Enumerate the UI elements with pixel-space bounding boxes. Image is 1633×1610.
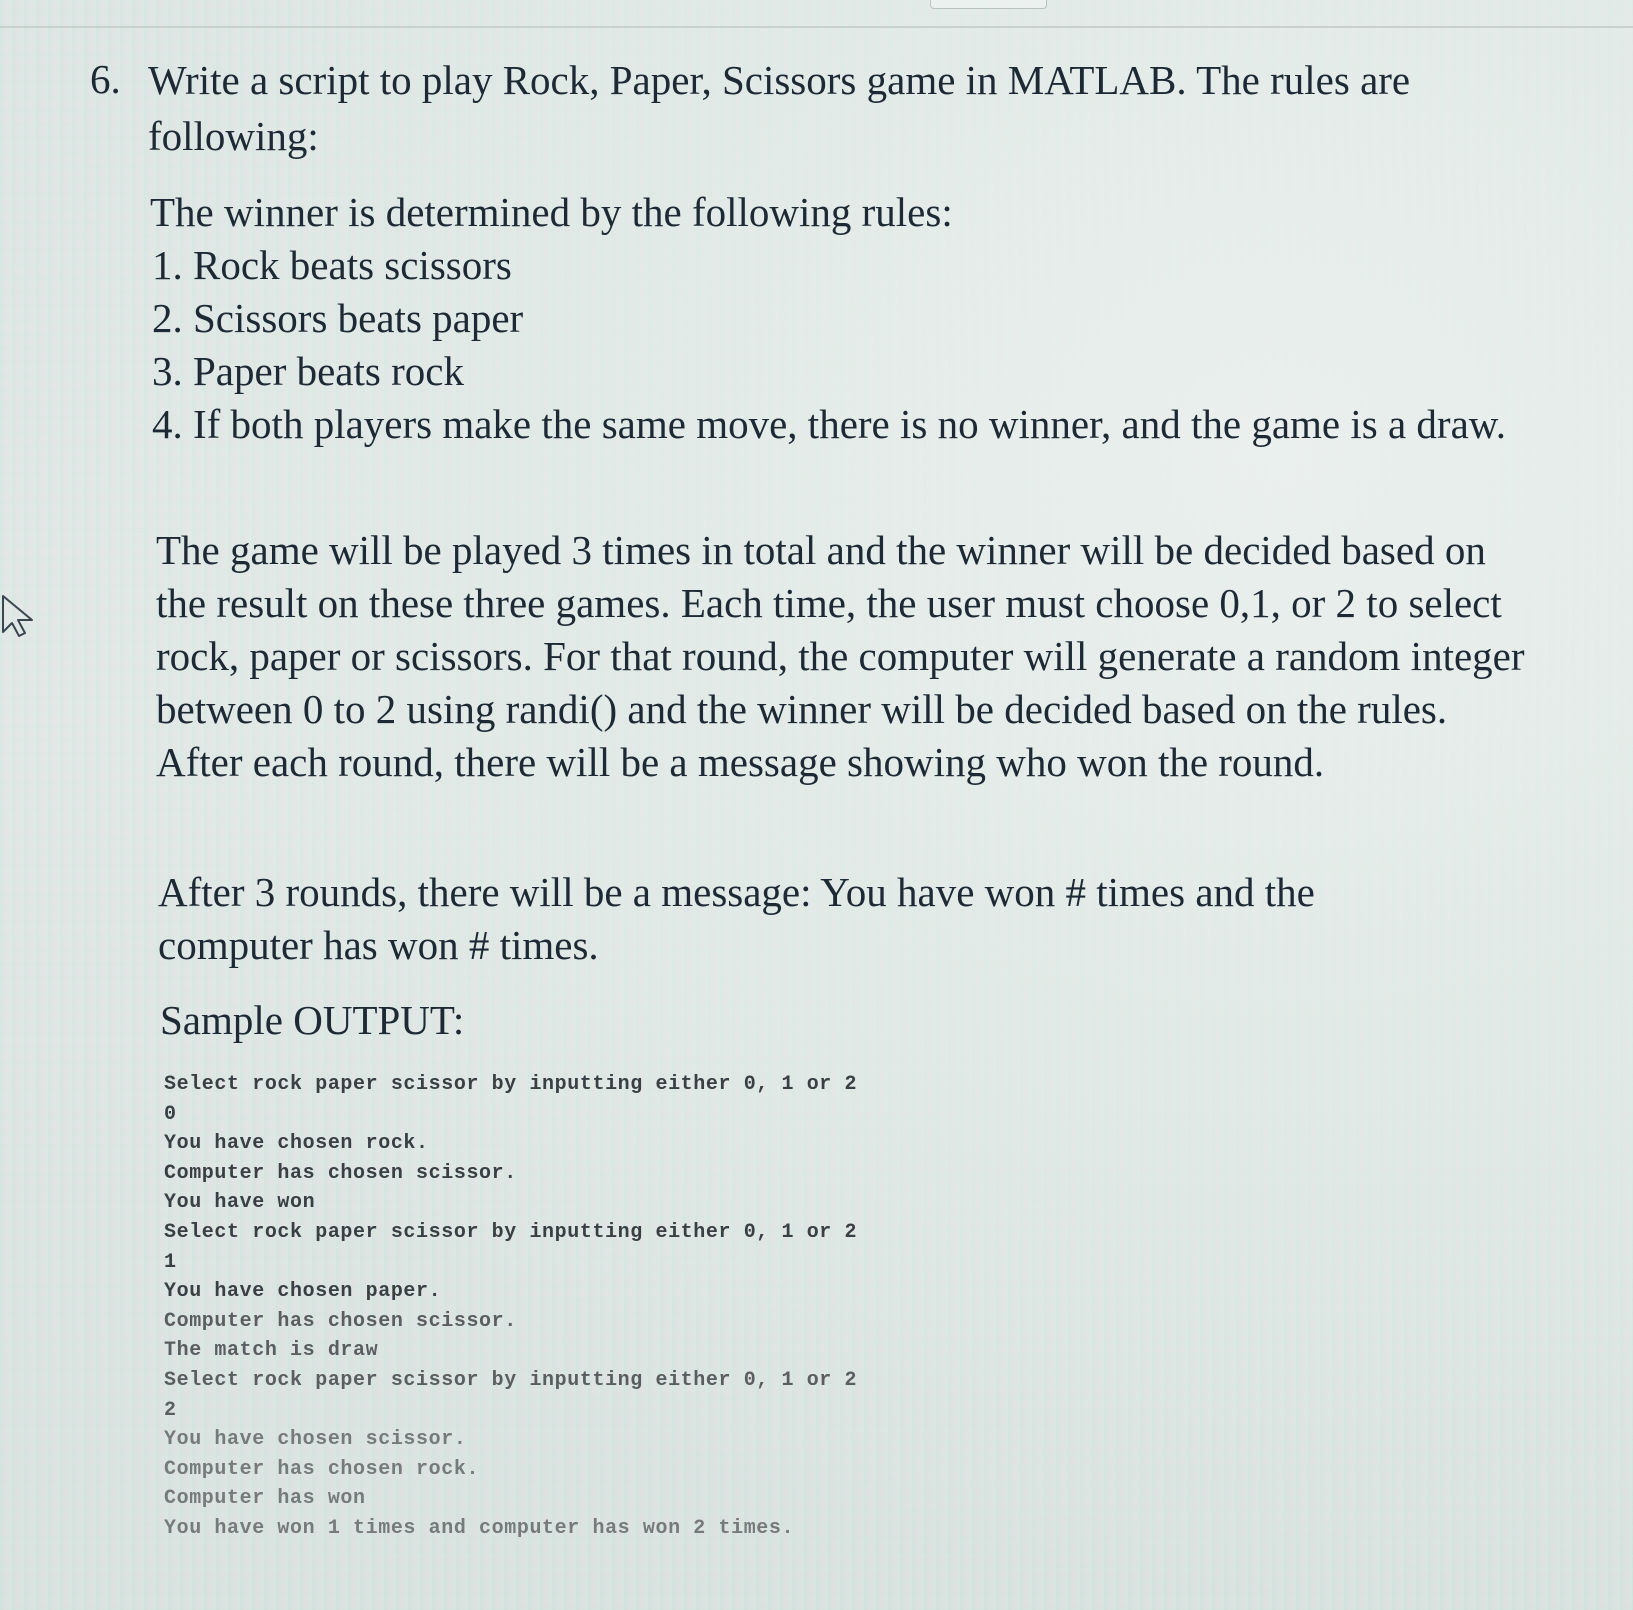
rule-item: 2. Scissors beats paper <box>152 295 524 341</box>
rule-item: 1. Rock beats scissors <box>152 242 512 288</box>
console-line: Select rock paper scissor by inputting either 0, 1 or 2 <box>164 1073 858 1096</box>
console-line: Select rock paper scissor by inputting either 0, 1 or 2 <box>164 1368 858 1392</box>
console-line: 0 <box>164 1102 177 1126</box>
console-line: 1 <box>164 1250 177 1274</box>
rule-item: 3. Paper beats rock <box>152 348 464 394</box>
game-description: The game will be played 3 times in total and the winner will be decided based on the result on these three games. Each time, the user must choose 0,1, or 2 to select rock, paper or scissors. For that round, the computer will generate a random integer between 0 to 2 using randi() and the winner will be decided based on the rules. After each round, there will be a message showing who won the round. <box>156 527 1525 785</box>
console-line: You have won 1 times and computer has won 2 times. <box>164 1516 795 1540</box>
console-line: You have chosen paper. <box>164 1280 442 1304</box>
console-line: Computer has chosen scissor. <box>164 1161 517 1185</box>
mouse-pointer-icon <box>0 592 40 638</box>
sample-output-label: Sample OUTPUT: <box>160 997 465 1043</box>
rule-item: 4. If both players make the same move, there is no winner, and the game is a draw. <box>152 401 1506 447</box>
top-divider <box>0 26 1633 28</box>
console-line: Computer has won <box>164 1487 366 1511</box>
console-line: Select rock paper scissor by inputting either 0, 1 or 2 <box>164 1220 858 1244</box>
sample-output-console <box>164 1070 857 1544</box>
console-line: You have chosen rock. <box>164 1132 429 1156</box>
question-number: 6. <box>90 56 121 102</box>
question-text: Write a script to play Rock, Paper, Scissors game in MATLAB. The rules are following: <box>148 57 1411 159</box>
top-tab-handle <box>930 0 1047 9</box>
console-line: The match is draw <box>164 1339 379 1363</box>
rule-list <box>152 239 1512 451</box>
rules-intro: The winner is determined by the following rules: <box>150 189 953 235</box>
console-line: Computer has chosen rock. <box>164 1457 480 1481</box>
console-line: Computer has chosen scissor. <box>164 1309 517 1333</box>
console-line: You have chosen scissor. <box>164 1428 467 1452</box>
console-line: 2 <box>164 1398 177 1422</box>
console-line: You have won <box>164 1191 316 1215</box>
after-rounds-text: After 3 rounds, there will be a message: You have won # times and the computer has won # times. <box>158 869 1315 968</box>
